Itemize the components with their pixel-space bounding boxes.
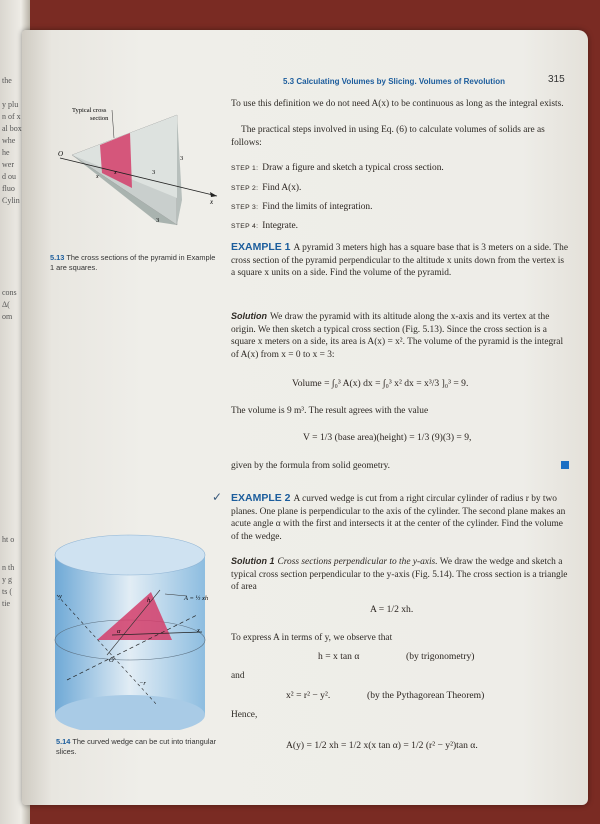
prev-fragment: fluo (2, 184, 15, 193)
step-3: STEP 3: Find the limits of integration. (231, 202, 373, 212)
prev-fragment: ts ( (2, 587, 12, 596)
area-equation: A = 1/2 xh. (370, 604, 414, 615)
step-4: STEP 4: Integrate. (231, 221, 298, 231)
checkmark-icon: ✓ (212, 490, 223, 504)
end-of-example-marker (561, 461, 569, 469)
label-3-bottom: 3 (156, 217, 160, 224)
example-1: EXAMPLE 1 A pyramid 3 meters high has a square base that is 3 meters on a side. The cross section of the pyramid perpendicular to the altitude x units down from the vertex is a square x units on a side. Find the volume of the pyramid. (231, 241, 569, 278)
label-section: section (90, 115, 109, 122)
running-header: 5.3 Calculating Volumes by Slicing. Volumes of Revolution (283, 77, 505, 86)
pyramid-figure (52, 100, 222, 250)
label-3-mid: 3 (152, 169, 156, 176)
page-number: 315 (548, 74, 565, 85)
label-x-axis: x (210, 198, 214, 206)
prev-fragment: whe (2, 136, 16, 145)
figure-513-caption (50, 253, 220, 273)
prev-fragment: y plu (2, 100, 19, 109)
label-r: −r (139, 680, 146, 687)
prev-fragment: tie (2, 599, 10, 608)
prev-fragment: n th (2, 563, 15, 572)
prev-fragment: d ou (2, 172, 16, 181)
label-A: A = ½ xh (184, 595, 209, 602)
and-text: and (231, 671, 245, 681)
example-1-title: EXAMPLE 1 (231, 241, 291, 253)
label-y: y (59, 593, 62, 600)
label-h: h (147, 597, 151, 604)
label-O: O (58, 150, 64, 158)
given-text: given by the formula from solid geometry. (231, 461, 390, 471)
caption-text: The cross sections of the pyramid in Example 1 are squares. (50, 253, 216, 272)
x-equation: x² = r² − y². (286, 690, 331, 701)
prev-fragment: he (2, 148, 10, 157)
prev-fragment: the (2, 76, 12, 85)
label-x-inner: x (96, 174, 99, 180)
step-2: STEP 2: Find A(x). (231, 183, 302, 193)
example-2-title: EXAMPLE 2 (231, 492, 291, 504)
prev-fragment: cons (2, 288, 17, 297)
example-2: EXAMPLE 2 A curved wedge is cut from a right circular cylinder of radius r by two planes. One plane is perpendicular to the axis of the cylinder. The second plane makes an acute angle α with the first and intersects it at the center of the cylinder. Find the volume of the wedge. (231, 492, 566, 542)
volume-equation: Volume = ∫₀³ A(x) dx = ∫₀³ x² dx = x³/3 ]₀³ = 9. (292, 378, 469, 389)
label-typical: Typical cross (72, 107, 107, 114)
prev-fragment: y g (2, 575, 12, 584)
label-O: O (109, 657, 114, 664)
prev-fragment: Cylin (2, 196, 20, 205)
caption-number: 5.14 (56, 737, 71, 746)
label-3-side: 3 (180, 155, 184, 162)
prev-fragment: al box (2, 124, 22, 133)
label-x: x (197, 627, 200, 634)
prev-fragment: Δ( (2, 300, 10, 309)
prev-fragment: om (2, 312, 13, 321)
label-alpha: α (117, 628, 121, 635)
caption-number: 5.13 (50, 253, 65, 262)
label-x-slice: x (114, 170, 117, 176)
figure-514-caption (56, 737, 226, 757)
formula-equation: V = 1/3 (base area)(height) = 1/3 (9)(3) = 9, (303, 432, 472, 443)
h-equation: h = x tan α (318, 651, 360, 662)
ay-equation: A(y) = 1/2 xh = 1/2 x(x tan α) = 1/2 (r² − y²)tan α. (286, 740, 478, 751)
step-1: STEP 1: Draw a figure and sketch a typical cross section. (231, 163, 444, 173)
prev-fragment: ht o (2, 535, 15, 544)
intro-paragraph-1: To use this definition we do not need A(x) to be continuous as long as the integral exists. (231, 99, 564, 109)
prev-fragment: wer (2, 160, 14, 169)
express-text: To express A in terms of y, we observe that (231, 633, 393, 643)
hence-text: Hence, (231, 710, 258, 720)
example-1-solution: Solution We draw the pyramid with its altitude along the x-axis and its vertex at the origin. We then sketch a typical cross section (Fig. 5.13). Since the cross section is a square x meters on a side, its area is A(x) = x². The volume of the pyramid is the integral of A(x) from x = 0 to x = 3: (231, 311, 564, 360)
caption-text: The curved wedge can be cut into triangular slices. (56, 737, 217, 756)
intro-paragraph-2: The practical steps involved in using Eq. (6) to calculate volumes of solids are as follows: (231, 125, 545, 148)
result-text: The volume is 9 m³. The result agrees with the value (231, 406, 429, 416)
h-note: (by trigonometry) (406, 651, 475, 662)
cylinder-figure (47, 530, 222, 730)
x-note: (by the Pythagorean Theorem) (367, 690, 485, 701)
prev-fragment: n of x (2, 112, 21, 121)
example-2-solution: Solution 1 Cross sections perpendicular to the y-axis. We draw the wedge and sketch a typical cross section perpendicular to the y-axis (Fig. 5.14). The cross section is a triangle of area (231, 556, 568, 592)
